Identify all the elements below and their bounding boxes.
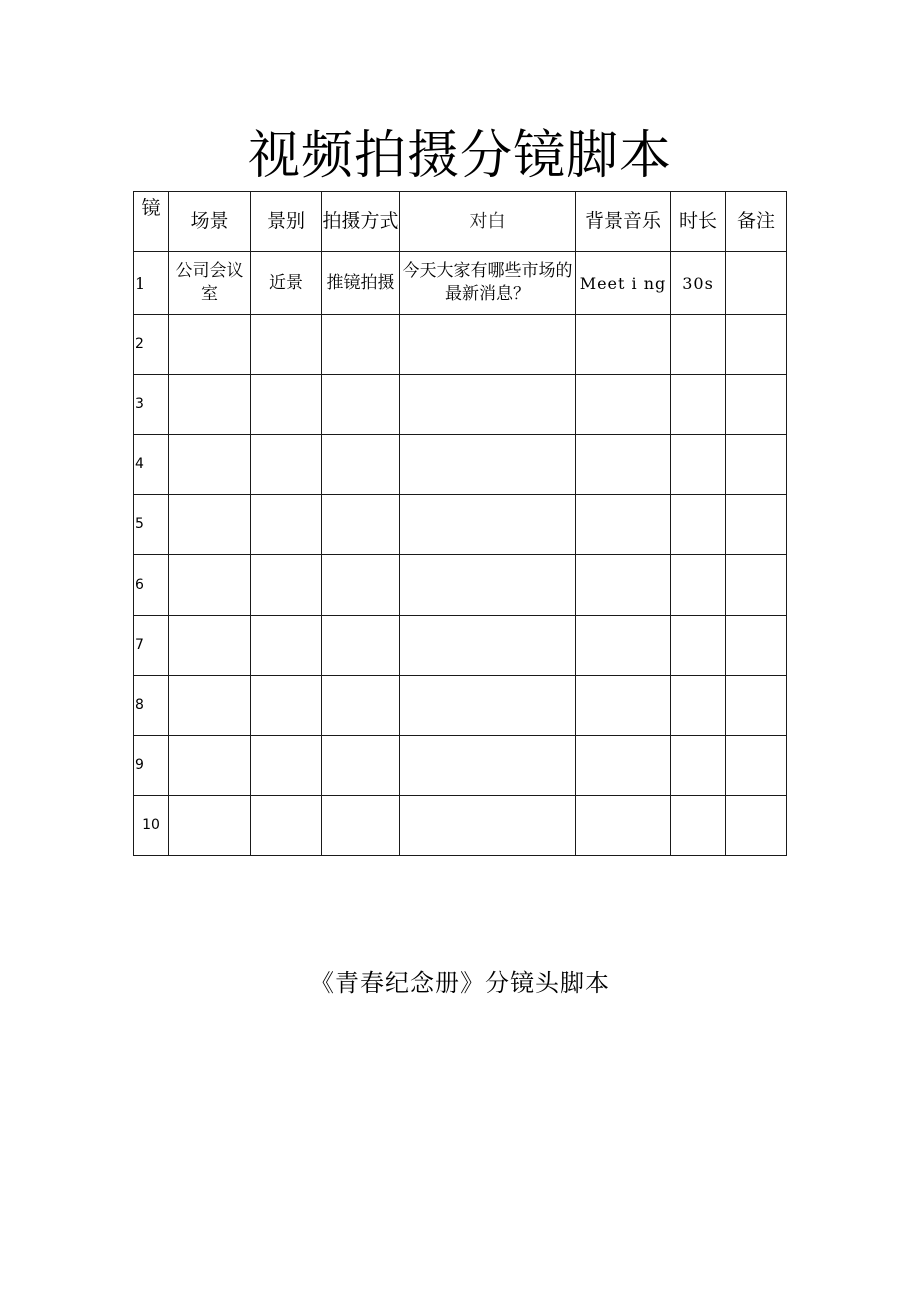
table-row [134, 675, 787, 735]
dialogue-cell [400, 315, 576, 375]
header-camera-method: 拍摄方式 [322, 192, 400, 252]
notes-cell [726, 435, 787, 495]
shot-number: 10 [134, 795, 169, 855]
table-row [134, 615, 787, 675]
duration-cell [671, 375, 726, 435]
scene-cell [169, 315, 251, 375]
camera-method-cell: 推镜拍摄 [322, 252, 400, 315]
bgm-cell [576, 615, 671, 675]
bgm-cell [576, 495, 671, 555]
notes-cell [726, 735, 787, 795]
camera-method-cell [322, 795, 400, 855]
camera-method-cell [322, 375, 400, 435]
duration-cell [671, 555, 726, 615]
notes-cell [726, 795, 787, 855]
header-duration: 时长 [671, 192, 726, 252]
shot-size-cell [251, 795, 322, 855]
bgm-cell [576, 555, 671, 615]
table-row [134, 555, 787, 615]
dialogue-cell [400, 555, 576, 615]
notes-cell [726, 252, 787, 315]
notes-cell [726, 375, 787, 435]
duration-cell [671, 615, 726, 675]
scene-cell: 公司会议室 [169, 252, 251, 315]
shot-number: 8 [134, 675, 169, 735]
table-row [134, 735, 787, 795]
dialogue-cell [400, 795, 576, 855]
shot-number: 4 [134, 435, 169, 495]
duration-cell: 30s [671, 252, 726, 315]
scene-cell [169, 735, 251, 795]
table-row [134, 375, 787, 435]
camera-method-cell [322, 615, 400, 675]
camera-method-cell [322, 435, 400, 495]
scene-cell [169, 615, 251, 675]
duration-cell [671, 675, 726, 735]
dialogue-cell [400, 615, 576, 675]
table-row [134, 435, 787, 495]
header-dialogue: 对白 [400, 192, 576, 252]
dialogue-cell: 今天大家有哪些市场的最新消息？ [400, 252, 576, 315]
shot-size-cell [251, 675, 322, 735]
notes-cell [726, 315, 787, 375]
scene-cell [169, 375, 251, 435]
storyboard-table [133, 191, 787, 856]
bgm-cell [576, 675, 671, 735]
bgm-cell [576, 315, 671, 375]
duration-cell [671, 435, 726, 495]
header-shot-size: 景别 [251, 192, 322, 252]
shot-size-cell [251, 615, 322, 675]
shot-number: 1 [134, 252, 169, 315]
bgm-cell: Meet i ng [576, 252, 671, 315]
table-row [134, 252, 787, 315]
header-shot: 镜 [134, 192, 169, 252]
notes-cell [726, 675, 787, 735]
notes-cell [726, 495, 787, 555]
shot-size-cell [251, 375, 322, 435]
shot-number: 9 [134, 735, 169, 795]
bgm-cell [576, 375, 671, 435]
bgm-cell [576, 735, 671, 795]
camera-method-cell [322, 555, 400, 615]
shot-size-cell [251, 735, 322, 795]
duration-cell [671, 495, 726, 555]
scene-cell [169, 795, 251, 855]
scene-cell [169, 555, 251, 615]
bgm-cell [576, 795, 671, 855]
header-bgm: 背景音乐 [576, 192, 671, 252]
notes-cell [726, 555, 787, 615]
duration-cell [671, 315, 726, 375]
shot-number: 3 [134, 375, 169, 435]
shot-size-cell [251, 555, 322, 615]
dialogue-cell [400, 735, 576, 795]
camera-method-cell [322, 315, 400, 375]
header-notes: 备注 [726, 192, 787, 252]
duration-cell [671, 735, 726, 795]
camera-method-cell [322, 735, 400, 795]
shot-size-cell [251, 315, 322, 375]
document-title: 视频拍摄分镜脚本 [247, 126, 672, 186]
camera-method-cell [322, 675, 400, 735]
shot-size-cell [251, 435, 322, 495]
table-row [134, 315, 787, 375]
shot-number: 2 [134, 315, 169, 375]
scene-cell [169, 675, 251, 735]
shot-number: 6 [134, 555, 169, 615]
scene-cell [169, 495, 251, 555]
shot-number: 5 [134, 495, 169, 555]
camera-method-cell [322, 495, 400, 555]
document-subtitle: 《青春纪念册》分镜头脚本 [310, 969, 610, 997]
table-row [134, 495, 787, 555]
shot-size-cell [251, 495, 322, 555]
shot-number: 7 [134, 615, 169, 675]
dialogue-cell [400, 435, 576, 495]
header-scene: 场景 [169, 192, 251, 252]
dialogue-cell [400, 375, 576, 435]
bgm-cell [576, 435, 671, 495]
table-row [134, 795, 787, 855]
table-header-row [134, 192, 787, 252]
shot-size-cell: 近景 [251, 252, 322, 315]
duration-cell [671, 795, 726, 855]
scene-cell [169, 435, 251, 495]
notes-cell [726, 615, 787, 675]
dialogue-cell [400, 495, 576, 555]
dialogue-cell [400, 675, 576, 735]
